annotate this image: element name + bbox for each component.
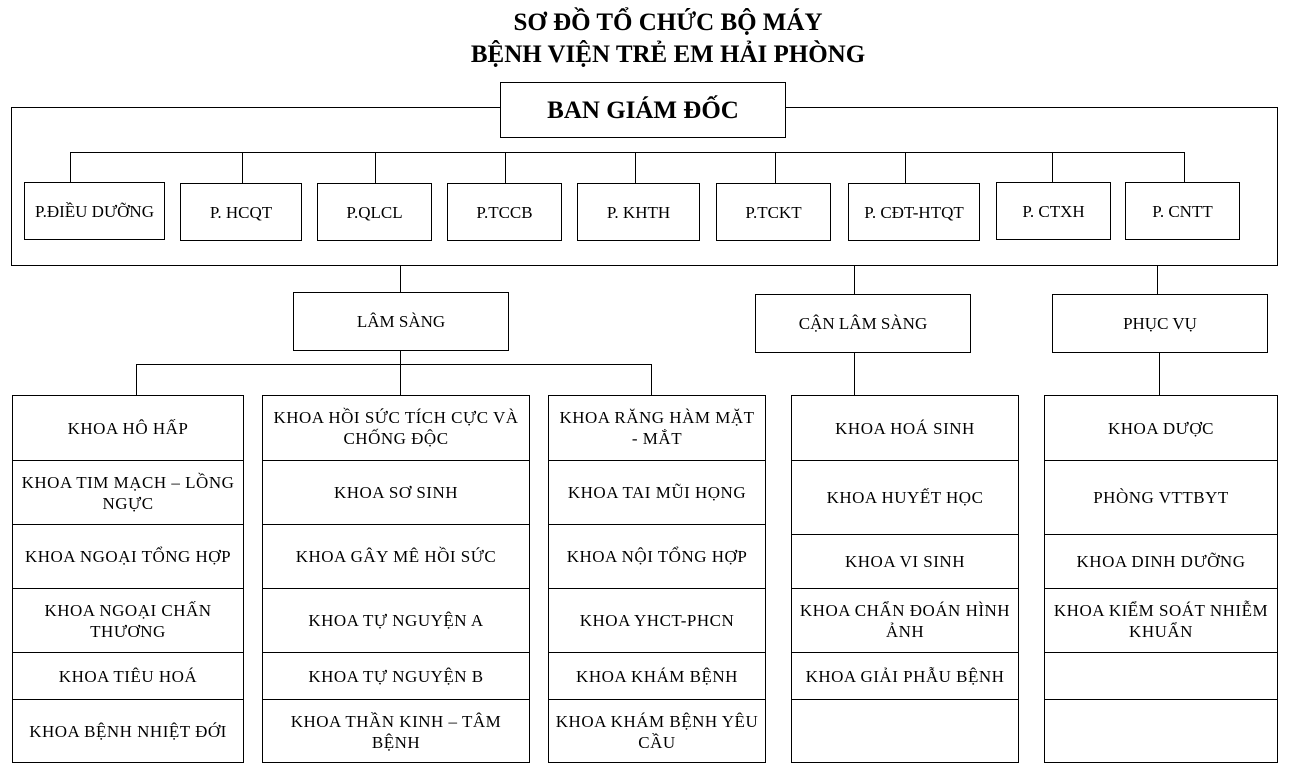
faculty-cell: PHÒNG VTTBYT	[1045, 460, 1277, 534]
faculty-cell: KHOA NGOẠI TỔNG HỢP	[13, 524, 243, 588]
faculty-cell: KHOA THẦN KINH – TÂM BỆNH	[263, 699, 529, 763]
faculty-cell: KHOA GÂY MÊ HỒI SỨC	[263, 524, 529, 588]
faculty-cell-empty	[792, 699, 1018, 763]
dept-box-cdt-htqt: P. CĐT-HTQT	[848, 183, 980, 241]
faculty-column-service	[1044, 395, 1278, 763]
faculty-cell-empty	[1045, 652, 1277, 699]
dept-box-qlcl: P.QLCL	[317, 183, 432, 241]
dept-box-tccb: P.TCCB	[447, 183, 562, 241]
faculty-cell: KHOA VI SINH	[792, 534, 1018, 588]
faculty-column-clinical-2	[262, 395, 530, 763]
faculty-cell: KHOA RĂNG HÀM MẶT - MẮT	[559, 408, 755, 448]
dept-box-cntt: P. CNTT	[1125, 182, 1240, 240]
dept-box-ctxh: P. CTXH	[996, 182, 1111, 240]
dept-box-nursing: P.ĐIỀU DƯỠNG	[24, 182, 165, 240]
faculty-cell: KHOA NỘI TỔNG HỢP	[549, 524, 765, 588]
faculty-cell: KHOA GIẢI PHẪU BỆNH	[792, 652, 1018, 699]
faculty-column-clinical-3	[548, 395, 766, 763]
faculty-cell: KHOA HUYẾT HỌC	[792, 460, 1018, 534]
dept-box-tckt: P.TCKT	[716, 183, 831, 241]
faculty-cell: KHOA TAI MŨI HỌNG	[549, 460, 765, 524]
faculty-cell: KHOA KIỂM SOÁT NHIỄM KHUẨN	[1045, 588, 1277, 652]
faculty-cell: KHOA DƯỢC	[1107, 418, 1214, 438]
chart-title-line2: BỆNH VIỆN TRẺ EM HẢI PHÒNG	[470, 41, 866, 68]
chart-title-line1: SƠ ĐỒ TỔ CHỨC BỘ MÁY	[513, 9, 823, 36]
faculty-cell: KHOA TIM MẠCH – LỒNG NGỰC	[13, 460, 243, 524]
faculty-cell: KHOA YHCT-PHCN	[549, 588, 765, 652]
faculty-cell: KHOA HOÁ SINH	[835, 418, 975, 438]
faculty-cell: KHOA HỒI SỨC TÍCH CỰC VÀ CHỐNG ĐỘC	[273, 408, 519, 448]
group-box-service: PHỤC VỤ	[1052, 294, 1268, 353]
faculty-column-clinical-1	[12, 395, 244, 763]
faculty-cell: KHOA BỆNH NHIỆT ĐỚI	[13, 699, 243, 763]
faculty-cell: KHOA DINH DƯỠNG	[1045, 534, 1277, 588]
faculty-cell: KHOA TỰ NGUYỆN B	[263, 652, 529, 699]
faculty-cell: KHOA TỰ NGUYỆN A	[263, 588, 529, 652]
faculty-cell: KHOA KHÁM BỆNH YÊU CẦU	[549, 699, 765, 763]
faculty-cell: KHOA NGOẠI CHẤN THƯƠNG	[13, 588, 243, 652]
faculty-column-paraclinical	[791, 395, 1019, 763]
group-box-clinical: LÂM SÀNG	[293, 292, 509, 351]
faculty-cell: KHOA CHẨN ĐOÁN HÌNH ẢNH	[792, 588, 1018, 652]
faculty-cell: KHOA SƠ SINH	[263, 460, 529, 524]
dept-box-khth: P. KHTH	[577, 183, 700, 241]
faculty-cell: KHOA KHÁM BỆNH	[549, 652, 765, 699]
dept-box-hcqt: P. HCQT	[180, 183, 302, 241]
board-of-directors-box: BAN GIÁM ĐỐC	[500, 82, 786, 138]
faculty-cell: KHOA HÔ HẤP	[67, 418, 189, 438]
group-box-paraclinical: CẬN LÂM SÀNG	[755, 294, 971, 353]
faculty-cell: KHOA TIÊU HOÁ	[13, 652, 243, 699]
faculty-cell-empty	[1045, 699, 1277, 763]
